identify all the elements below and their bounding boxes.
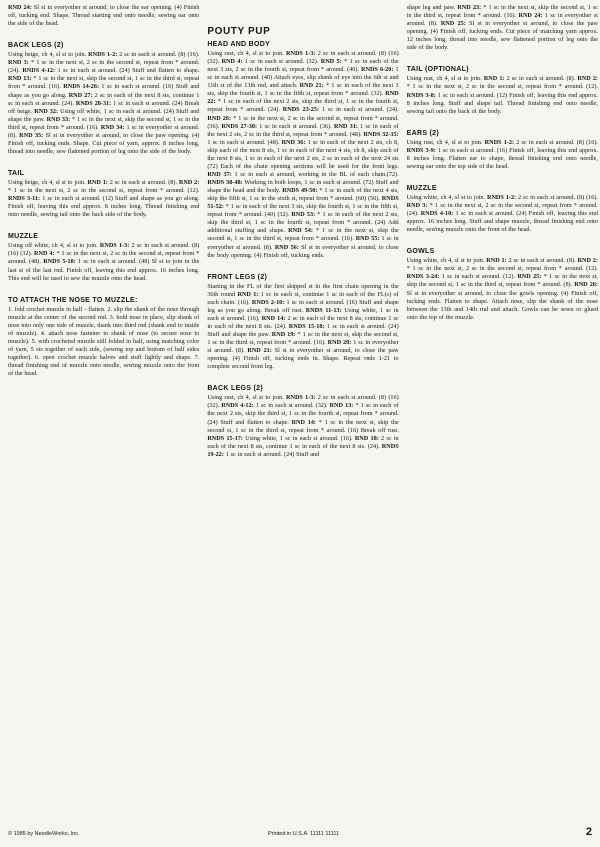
pattern-section [407, 66, 598, 115]
section-heading: FRONT LEGS (2) [207, 273, 268, 281]
section-text: 1. fold crochet muzzle in half - flatten. 2. slip the shank of the nose through muzzle at the center of the second rnd. 3. hold nose in place, slip shank of nose into only one side of muzzle, thank into third rnd (shank end to inside of muzzle). 4. attach nose fastener to shank of nose (to secure nose to muzzle). 5. with crocheted muzzle still folded in half, using matching color of yarn, 5 sts together of each side, (sewing top and bottom of half sides together). 6. open crochet muzzle halves and stuff lightly and shape. 7. thread finishing end of muzzle onto needle, sewing muzzle onto the front of the head. [8, 305, 200, 378]
section-text: Using off white, ch 4, sl st to join. RNDS 1-3: 2 sc in each st around. (8) (16) (32). RND 4: * 1 sc in the next st, 2 sc in the second st, repeat from * around. (48). RNDS 5-10: 1 sc in each st around. (48) Sl st to join in the last st of the last rnd. Finish off, leaving this end approx. 16 inches long. This end will be used to sew the muzzle onto the head. [8, 242, 200, 282]
section-heading: MUZZLE [8, 233, 39, 241]
section-text: Using rust, ch 4, sl st to join. RNDS 1-3: 2 sc in each st around. (8) (16) (32). RNDS 4-12: 1 sc in each st around. (32). RND 13: * 1 sc in each of the next 2 sts, skip the third st, 1 sc in the fourth st, repeat from * around. (24) Stuff and flatten to shape. RND 14: * 1 sc in the next st, skip the second st, 1 sc in the third st, repeat from * around. (16) Break off rust. RNDS 15-17: Using white, 1 sc in each st around. (16). RND 18: 2 sc in each of the next 8 sts, continue 1 sc in each of the next 8 sts. (24). RNDS 19-22: 1 sc in each st around. (24) Stuff and [207, 394, 399, 458]
section-heading: MUZZLE [406, 184, 437, 192]
section-text: Using beige, ch 4, sl st to join. RND 1: 2 sc in each st around. (8). RND 2: * 1 sc in the next st, 2 sc in the second st, repeat from * around. (12). RNDS 3-11: 1 sc in each st around. (12) Stuff and shape as you go along. Finish off, leaving this end approx. 8 inches long. Thread finishing end onto needle, sewing tail onto the back side of the body. [8, 179, 200, 219]
copyright-notice: © 1985 by NeedleWorks, Inc. [8, 831, 80, 837]
section-heading: TO ATTACH THE NOSE TO MUZZLE: [8, 296, 138, 304]
pattern-section [207, 274, 398, 372]
section-text: shape leg and paw. RND 23: * 1 sc in the next st, skip the second st, 1 sc in the third st, repeat from * around. (16). RND 24: 1 sc in everyother st around. (8). RND 25: Sl st in everyother st around, to close the paw opening. (4) Finish off, tucking ends. Cut piece of matching yarn approx. 12 inches long, thread into needle, sew flattened portion of leg onto the side of the body. [406, 4, 598, 52]
section-text: RND 24: Sl st in everyother st around, to close the ear opening. (4) Finish off, tucking end. Shape. Thread starting end onto needle, sewing ear onto the side of the head. [8, 4, 200, 28]
pattern-section [407, 185, 598, 234]
section-heading: HEAD AND BODY [207, 41, 271, 48]
pattern-section [207, 41, 398, 260]
printed-notice: Printed in U.S.A. 11111 11111 [268, 831, 340, 837]
pattern-section [8, 4, 199, 28]
section-heading: BACK LEGS (2) [207, 385, 263, 393]
pattern-section [207, 385, 398, 459]
pattern-section [407, 4, 598, 52]
section-heading: TAIL [8, 170, 25, 177]
pattern-section [207, 26, 398, 37]
column-2 [207, 4, 398, 824]
section-heading: EARS (2) [406, 129, 440, 137]
pattern-title: POUTY PUP [207, 26, 271, 37]
section-heading: TAIL (OPTIONAL) [406, 66, 469, 74]
section-text: Using white, ch 4, sl st to join. RND 1: 2 sc in each st around. (8). RND 2: * 1 sc in the next st, 2 sc in the second st, repeat from * around. (12). RNDS 3-24: 1 sc in each st around. (12). RND 25: * 1 sc in the next st, skip the second st, 1 sc in the third st, repeat from * around. (8). RND 26: Sl st in everyother st around, to close the gowls opening. (4) Finish off, tucking ends. Flatten to shape. Attach nose, slip the shank of the nose between the 13th and 14th rnd and attach. Gowls can be sewn or glued onto the top of the muzzle. [406, 257, 598, 321]
section-text: Using rust, ch 4, sl st to join. RNDS 1-2: 2 sc in each st around. (8) (16). RNDS 3-9: 1 sc in each st around. (16) Finish off, leaving this end approx. 8 inches long. Flatten ear to shape, thread finishing end onto needle, sewing ear onto the top side of the head. [406, 138, 598, 170]
page-footer [8, 826, 592, 842]
section-text: Using beige, ch 4, sl st to join. RNDS 1-2: 2 sc in each st around. (8) (16). RND 3: * 1 sc in the next st, 2 sc in the second st, repeat from * around. (24). RNDS 4-12: 1 sc in each st around. (24) Stuff and flatten to shape. RND 13: * 1 sc in the next st, skip the second st, 1 sc in the third st, repeat from * around. (16). RNDS 14-26: 1 sc in each st around. (16) Stuff and shape as you go along. RND 27: 2 sc in each of the next 8 sts, continue 1 sc in each st around. (24). RNDS 28-31: 1 sc in each st around. (24) Break off beige. RND 32: Using off white, 1 sc in each st around. (24) Stuff and shape the paw. RND 33: * 1 sc in the next st, skip the second st, 1 sc in the third st, repeat from * around. (16). RND 34: 1 sc in everyother st around. (8). RND 35: Sl st in everyother st around, to close the paw opening. (4) Finish off, tucking ends. Shape. Cut piece of yarn, approx. 8 inches long, thread into needle, sew flattened portion of leg onto the side of the body. [8, 51, 200, 155]
pattern-section [407, 130, 598, 171]
pattern-section [8, 233, 199, 282]
section-text: Using rust, ch 4, sl st to join. RNDS 1-3: 2 sc in each st around. (8) (16) (32). RND 4: 1 sc in each st around. (32). RND 5: * 1 sc in each of the next 3 sts, 2 sc in the fourth st, repeat from * around. (40). RNDS 6-20: 1 sc in each st around. (40) Attach eyes, slip shank of eye into the 6th st and 11th st of the 13th rnd, and attach. RND 21: * 1 sc in each of the next 3 sts, skip the fourth st, 1 sc in the fifth st, repeat from * around. (32). RND 22: * 1 sc in each of the next 2 sts, skip the third st, 1 sc in the fourth st, repeat from * around. (24). RNDS 23-25: 1 sc in each st around. (24). RND 26: * 1 sc in the next st, 2 sc in the second st, repeat from * around. (36). RNDS 27-30: 1 sc in each st around. (36). RND 31: 1 sc in each of the next 2 sts, 2 sc in the third st, repeat from * around. (48). RNDS 32-35: 1 sc in each st around. (48). RND 36: 1 sc in each of the next 2 sts, ch 8, skip each of the next 8 sts, 1 sc in each of the next 4 sts, ch 8, skip each of the next 8 sts, 1 sc in each of the next 2 sts, 2 sc in each of the next 24 sts (72) Each of the chain opening sections will be used for the front legs. RND 37: 1 sc in each st around, working in the BL of each chain.(72). RNDS 38-48: Working in both loops, 1 sc in each st around. (72) Stuff and shape the head and the body. RNDS 49-50: * 1 sc in each of the next 4 sts, skip the fifth st, 1 sc in the sixth st, repeat from * around. (60) (50). RNDS 51-52: * 1 sc in each of the next 3 sts, skip the fourth st, 1 sc in the fifth st, repeat from * around. (40) (32). RND 53: * 1 sc in each of the next 2 sts, skip the third st, 1 sc in the fourth st, repeat from * around. (24) Add additional stuffing and shape. RND 54: * 1 sc in the next st, skip the second st, 1 sc in the third st, repeat from * around. (16). RND 55: 1 sc in everyother st around. (8). RND 56: Sl st in everyother st around, to close the body opening. (4) Finish off, tucking ends. [207, 50, 399, 259]
section-text: Using white, ch 4, sl st to join. RNDS 1-2: 2 sc in each st around. (8) (16). RND 3: * 1 sc in the next st, 2 sc in the second st, repeat from * around. (24). RNDS 4-10: 1 sc in each st around. (24) Finish off, leaving this end approx. 16 inches long. Stuff and shape muzzle, thread finishing end onto needle, sewing muzzle onto the front of the head. [406, 193, 598, 234]
section-heading: GOWLS [406, 248, 435, 256]
pattern-page [8, 4, 598, 824]
column-3 [407, 4, 598, 824]
section-text: Starting in the FL of the first skipped st in the first chain opening in the 36th round RND 1: 1 sc in each st, continue 1 sc in each of the FL(s) of each chain. (16). RNDS 2-10: 1 sc in each st around. (16) Stuff and shape leg as you go along. Break off rust. RNDS 11-13: Using white, 1 sc in each st around. (16). RND 14: 2 sc in each of the next 8 sts, continue 1 sc in each of the next 8 sts. (24). RNDS 15-18: 1 sc in each st around. (24) Stuff and shape the paw. RND 19: * 1 sc in the next st, skip the second st, 1 sc in the third st, repeat from * around. (16). RND 20: 1 sc in everyother st around. (8). RND 21: Sl st in everyother st around, to close the paw opening. (4) Finish off, tucking ends in. Shape. Repeat rnds 1-21 to complete second front leg. [207, 282, 399, 371]
pattern-section [8, 170, 199, 219]
section-text: Using rust, ch 4, sl st to join. RND 1: 2 sc in each st around. (8). RND 2: * 1 sc in the next st, 2 sc in the second st, repeat from * around. (12). RNDS 3-8: 1 sc in each st around. (12) Finish off, leaving this end approx. 8 inches long. Stuff and shape tail. Thread finishing end onto needle, sewing tail onto the back of the body. [406, 75, 598, 115]
pattern-section [8, 297, 199, 379]
page-number: 2 [585, 826, 592, 838]
section-heading: BACK LEGS (2) [8, 42, 64, 50]
pattern-section [407, 248, 598, 322]
column-1 [8, 4, 199, 824]
pattern-section [8, 42, 199, 156]
